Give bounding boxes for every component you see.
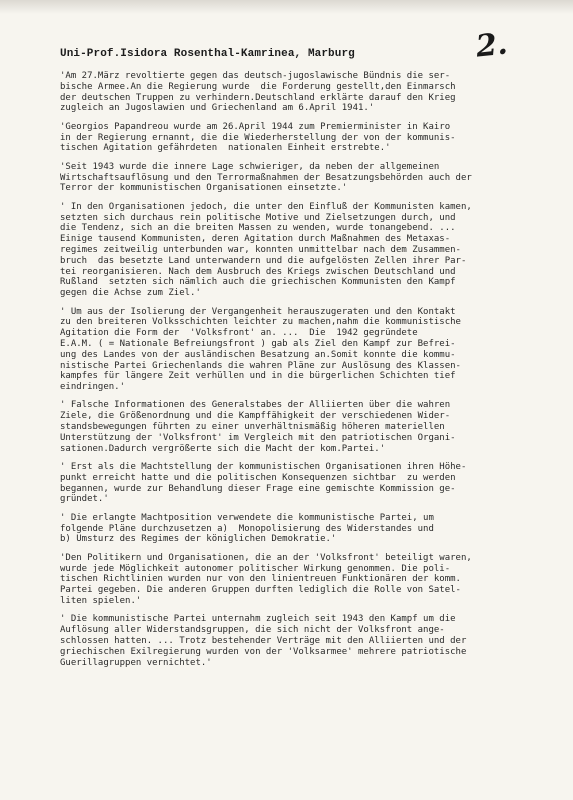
text-line: ' Erst als die Machtstellung der kommunistischen Organisationen ihren Höhe- [60, 462, 467, 473]
text-line: Unterstützung der 'Volksfront' im Vergleich mit den patriotischen Organi- [60, 432, 456, 443]
text-line: ' Um aus der Isolierung der Vergangenheit herauszugeraten und den Kontakt [60, 306, 456, 317]
author-header: Uni-Prof.Isidora Rosenthal-Kamrinea, Marburg [60, 48, 355, 60]
text-line: Agitation die Form der 'Volksfront' an. ... Die 1942 gegründete [60, 328, 418, 339]
text-line: gegen die Achse zum Ziel.' [60, 288, 201, 299]
text-line: eindringen.' [60, 382, 126, 393]
quote-paragraph [60, 553, 557, 607]
text-line: regimes zeitweilig unterbunden war, konnten unmittelbar nach dem Zusammen- [60, 244, 461, 255]
text-line: ung des Landes von der ausländischen Besatzung an.Somit konnte die kommu- [60, 349, 456, 360]
quote-paragraph [60, 462, 557, 505]
text-line: tischen Agitation gefährdeten nationalen Einheit erstrebte.' [60, 143, 391, 154]
text-line: gründet.' [60, 494, 109, 505]
text-line: 'Den Politikern und Organisationen, die an der 'Volksfront' beteiligt waren, [60, 552, 472, 563]
quote-paragraph [60, 202, 557, 299]
text-line: 'Georgios Papandreou wurde am 26.April 1944 zum Premierminister in Kairo [60, 121, 451, 132]
text-line: setzten sich durchaus rein politische Motive und Zielsetzungen durch, und [60, 212, 456, 223]
quotation-body [60, 71, 557, 676]
text-line: standsbewegungen führten zu einer unverhältnismäßig höheren materiellen [60, 422, 445, 433]
text-line: bische Armee.An die Regierung wurde die Forderung gestellt,den Einmarsch [60, 81, 456, 92]
quote-paragraph [60, 400, 557, 454]
text-line: zugleich an Jugoslawien und Griechenland am 6.April 1941.' [60, 103, 375, 114]
text-line: tischen Richtlinien wurden nur von den linientreuen Funktionären der komm. [60, 574, 461, 585]
text-line: ' Falsche Informationen des Generalstabes der Alliierten über die wahren [60, 400, 451, 411]
text-line: 'Seit 1943 wurde die innere Lage schwieriger, da neben der allgemeinen [60, 161, 440, 172]
text-line: b) Umsturz des Regimes der königlichen Demokratie.' [60, 534, 337, 545]
text-line: liten spielen.' [60, 596, 142, 607]
text-line: kampfes für längere Zeit verhüllen und in die bürgerlichen Schichten tief [60, 371, 456, 382]
text-line: in der Regierung ernannt, die die Wiederherstellung der von der kommunis- [60, 132, 456, 143]
text-line: Auflösung aller Widerstandsgruppen, die sich nicht der Volksfront ange- [60, 625, 445, 636]
text-line: der deutschen Truppen zu verhindern.Deutschland erklärte darauf den Krieg [60, 92, 456, 103]
text-line: griechischen Exilregierung wurden von der 'Volksarmee' mehrere patriotische [60, 646, 467, 657]
text-line: zu den breiteren Volksschichten leichter zu machen,nahm die kommunistische [60, 317, 461, 328]
text-line: E.A.M. ( = Nationale Befreiungsfront ) gab als Ziel den Kampf zur Befrei- [60, 338, 456, 349]
handwritten-page-number: 2. [474, 26, 510, 65]
quote-paragraph [60, 71, 557, 114]
quote-paragraph [60, 513, 557, 545]
text-line: wurde jede Möglichkeit autonomer politischer Wirkung genommen. Die poli- [60, 563, 451, 574]
text-line: sationen.Dadurch vergrößerte sich die Macht der kom.Partei.' [60, 443, 386, 454]
quote-paragraph [60, 162, 557, 194]
text-line: schlossen hatten. ... Trotz bestehender Verträge mit den Alliierten und der [60, 636, 467, 646]
text-line: tei reorganisieren. Nach dem Ausbruch des Kriegs zwischen Deutschland und [60, 266, 456, 277]
text-line: Rußland setzten sich nämlich auch die griechischen Kommunisten den Kampf [60, 277, 456, 288]
text-line: die Tendenz, sich an die breiten Massen zu wenden, wurde tonangebend. ... [60, 223, 456, 234]
text-line: folgende Pläne durchzusetzen a) Monopolisierung des Widerstandes und [60, 523, 434, 534]
text-line: ' Die erlangte Machtposition verwendete die kommunistische Partei, um [60, 512, 434, 523]
text-line: ' Die kommunistische Partei unternahm zugleich seit 1943 den Kampf um die [60, 614, 456, 625]
text-line: Terror der kommunistischen Organisationen einsetzte.' [60, 183, 348, 194]
text-line: ' In den Organisationen jedoch, die unter den Einfluß der Kommunisten kamen, [60, 201, 472, 212]
quote-paragraph [60, 614, 557, 668]
text-line: bruch das besetzte Land unterwandern und die aufgelösten Zellen ihrer Par- [60, 255, 467, 266]
quote-paragraph [60, 122, 557, 154]
text-line: 'Am 27.März revoltierte gegen das deutsch-jugoslawische Bündnis die ser- [60, 71, 451, 81]
text-line: Wirtschaftsauflösung und den Terrormaßnahmen der Besatzungsbehörden auch der [60, 172, 472, 183]
text-line: begannen, wurde zur Behandlung dieser Frage eine gemischte Kommission ge- [60, 483, 456, 494]
text-line: nistische Partei Griechenlands die wahren Pläne zur Auslösung des Klassen- [60, 360, 461, 371]
text-line: Ziele, die Größenordnung und die Kampffähigkeit der verschiedenen Wider- [60, 411, 451, 422]
text-line: Partei gegeben. Die anderen Gruppen durften lediglich die Rolle von Satel- [60, 585, 461, 596]
text-line: punkt erreicht hatte und die politischen Konsequenzen sichtbar zu werden [60, 472, 456, 483]
text-line: Einige tausend Kommunisten, deren Agitation durch Maßnahmen des Metaxas- [60, 234, 451, 245]
quote-paragraph [60, 307, 557, 393]
text-line: Guerillagruppen vernichtet.' [60, 657, 212, 668]
